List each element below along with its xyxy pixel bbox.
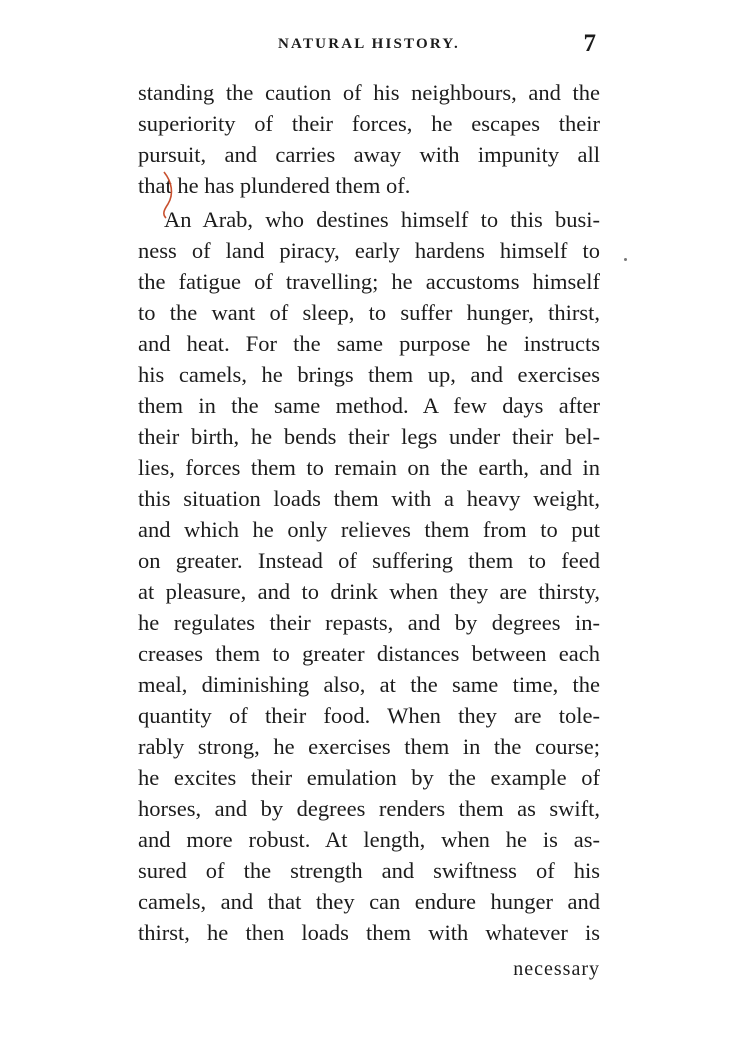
paragraph-2 bbox=[138, 204, 600, 948]
text-line: standing the caution of his neighbours, and the bbox=[138, 80, 600, 105]
text-line: lies, forces them to remain on the earth, and in bbox=[138, 455, 600, 480]
text-line: the fatigue of travelling; he accustoms himself bbox=[138, 269, 600, 294]
text-line: on greater. Instead of suffering them to feed bbox=[138, 548, 600, 573]
text-line: this situation loads them with a heavy weight, bbox=[138, 486, 600, 511]
text-line: meal, diminishing also, at the same time, the bbox=[138, 672, 600, 697]
catchword: necessary bbox=[513, 958, 600, 980]
text-line: superiority of their forces, he escapes their bbox=[138, 111, 600, 136]
text-line: at pleasure, and to drink when they are thirsty, bbox=[138, 579, 600, 604]
text-line: pursuit, and carries away with impunity all bbox=[138, 142, 600, 167]
page-number: 7 bbox=[583, 30, 596, 57]
text-line: creases them to greater distances between each bbox=[138, 641, 600, 666]
paragraph-1 bbox=[138, 77, 600, 201]
text-line: horses, and by degrees renders them as swift, bbox=[138, 796, 600, 821]
text-line: rably strong, he exercises them in the course; bbox=[138, 734, 600, 759]
text-line: them in the same method. A few days after bbox=[138, 393, 600, 418]
ink-speck bbox=[624, 258, 627, 261]
text-line: and more robust. At length, when he is as- bbox=[138, 827, 600, 852]
text-line: quantity of their food. When they are tole- bbox=[138, 703, 600, 728]
text-line: and which he only relieves them from to put bbox=[138, 517, 600, 542]
text-line: thirst, he then loads them with whatever is bbox=[138, 920, 600, 945]
text-line: and heat. For the same purpose he instructs bbox=[138, 331, 600, 356]
text-line: that he has plundered them of. bbox=[138, 173, 411, 198]
text-line: their birth, he bends their legs under their bel- bbox=[138, 424, 600, 449]
text-line: sured of the strength and swiftness of his bbox=[138, 858, 600, 883]
body-text bbox=[138, 77, 600, 948]
text-line: camels, and that they can endure hunger and bbox=[138, 889, 600, 914]
text-line: ness of land piracy, early hardens himself to bbox=[138, 238, 600, 263]
running-title: NATURAL HISTORY. bbox=[278, 36, 460, 52]
text-line: his camels, he brings them up, and exercises bbox=[138, 362, 600, 387]
running-head bbox=[138, 30, 600, 66]
text-line: he regulates their repasts, and by degrees in- bbox=[138, 610, 600, 635]
text-line: An Arab, who destines himself to this busi- bbox=[164, 207, 600, 232]
text-line: he excites their emulation by the example of bbox=[138, 765, 600, 790]
pencil-mark bbox=[150, 170, 190, 220]
text-line: to the want of sleep, to suffer hunger, thirst, bbox=[138, 300, 600, 325]
